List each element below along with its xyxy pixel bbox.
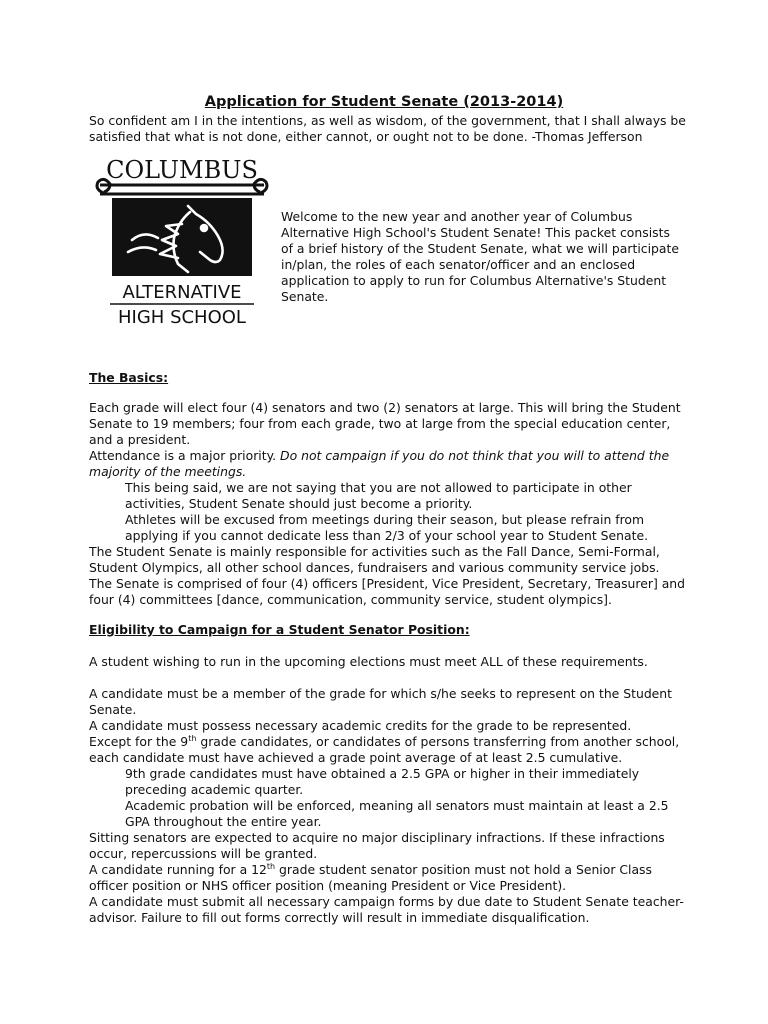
requirement-item bbox=[89, 862, 689, 894]
welcome-paragraph: Welcome to the new year and another year of Columbus Alternative High School's Student Senate! This packet consists of a brief history of the Student Senate, what we will participate in/plan, the roles of each senator/officer and an enclosed application to apply to run for Columbus Alternative's Student Senate. bbox=[281, 209, 679, 304]
eligibility-intro: A student wishing to run in the upcoming elections must meet ALL of these requirements. bbox=[89, 654, 648, 669]
attendance-text: Attendance is a major priority. bbox=[89, 448, 281, 463]
requirement-text: A candidate running for a 12 bbox=[89, 862, 267, 877]
logo-text-high-school: HIGH SCHOOL bbox=[118, 307, 246, 328]
school-logo bbox=[92, 152, 272, 332]
requirement-item: Academic probation will be enforced, meaning all senators must maintain at least a 2.5 GPA throughout the entire year. bbox=[125, 798, 669, 829]
requirement-text: grade student senator position must not hold a Senior Class officer position or NHS officer position (meaning President or Vice President). bbox=[89, 862, 652, 893]
jefferson-quote: So confident am I in the intentions, as well as wisdom, of the government, that I shall always be satisfied that what is not done, either cannot, or ought not to be done. -Thomas Jefferson bbox=[89, 113, 686, 144]
requirement-item bbox=[89, 734, 689, 766]
document-title: Application for Student Senate (2013-2014) bbox=[204, 94, 564, 110]
requirement-item: A candidate must possess necessary academic credits for the grade to be represented. bbox=[89, 718, 632, 733]
requirement-item: Sitting senators are expected to acquire no major disciplinary infractions. If these infractions occur, repercussions will be granted. bbox=[89, 830, 665, 861]
requirement-item: 9th grade candidates must have obtained a 2.5 GPA or higher in their immediately preceding academic quarter. bbox=[125, 766, 640, 797]
requirement-item: A candidate must submit all necessary campaign forms by due date to Student Senate teacher-advisor. Failure to fill out forms correctly will result in immediate disqualification. bbox=[89, 894, 684, 925]
requirement-text: Except for the 9 bbox=[89, 734, 189, 749]
basics-paragraph: Each grade will elect four (4) senators and two (2) senators at large. This will bring the Student Senate to 19 members; four from each grade, two at large from the special education center, and a president. bbox=[89, 400, 681, 447]
requirement-text: grade candidates, or candidates of persons transferring from another school, each candidate must have achieved a grade point average of at least 2.5 cumulative. bbox=[89, 734, 680, 765]
logo-text-columbus: COLUMBUS bbox=[106, 156, 258, 184]
eligibility-requirements bbox=[89, 686, 689, 926]
basics-paragraph: The Senate is comprised of four (4) officers [President, Vice President, Secretary, Treasurer] and four (4) committees [dance, communication, community service, student olympics]. bbox=[89, 576, 686, 607]
basics-section bbox=[89, 400, 689, 608]
basics-paragraph: This being said, we are not saying that you are not allowed to participate in other activities, Student Senate should just become a priority. bbox=[125, 480, 632, 511]
basics-paragraph: The Student Senate is mainly responsible for activities such as the Fall Dance, Semi-Formal, Student Olympics, all other school dances, fundraisers and various community service jobs. bbox=[89, 544, 660, 575]
basics-paragraph bbox=[89, 448, 689, 480]
eligibility-heading: Eligibility to Campaign for a Student Senator Position: bbox=[89, 622, 470, 637]
ordinal-suffix: th bbox=[266, 861, 276, 871]
logo-text-alternative: ALTERNATIVE bbox=[122, 282, 242, 303]
basics-heading: The Basics: bbox=[89, 370, 169, 385]
basics-paragraph: Athletes will be excused from meetings during their season, but please refrain from applying if you cannot dedicate less than 2/3 of your school year to Student Senate. bbox=[125, 512, 649, 543]
attendance-warning: Do not campaign if you do not think that you will to attend the majority of the meetings. bbox=[89, 448, 670, 479]
ordinal-suffix: th bbox=[188, 733, 197, 743]
requirement-item: A candidate must be a member of the grade for which s/he seeks to represent on the Student Senate. bbox=[89, 686, 673, 717]
logo-black-panel bbox=[112, 198, 252, 276]
